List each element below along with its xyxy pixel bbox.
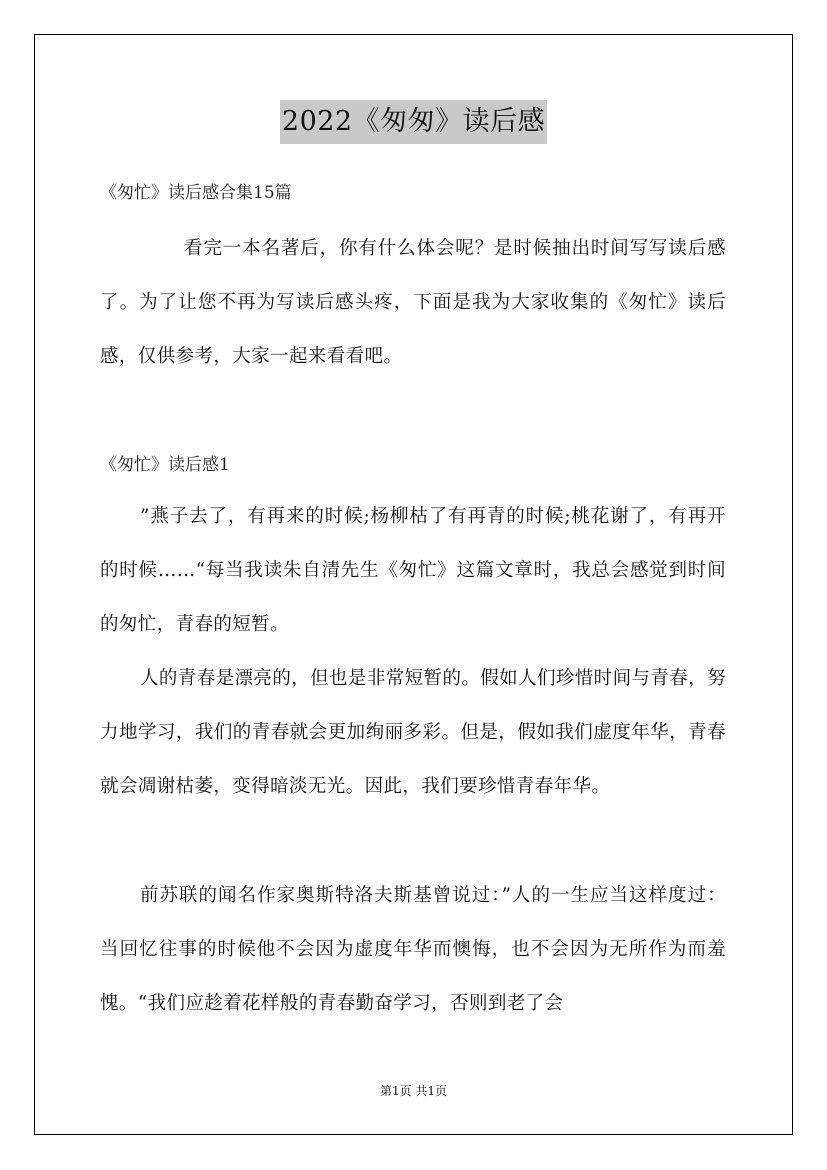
collection-heading: 《匆忙》读后感合集15篇 — [100, 183, 292, 203]
title-container — [0, 100, 827, 144]
intro-paragraph: 看完一本名著后，你有什么体会呢？是时候抽出时间写写读后感了。为了让您不再为写读后感头疼，下面是我为大家收集的《匆忙》读后感，仅供参考，大家一起来看看吧。 — [100, 238, 726, 367]
body-paragraph-3: 前苏联的闻名作家奥斯特洛夫斯基曾说过：”人的一生应当这样度过：当回忆往事的时候他不会因为虚度年华而懊悔，也不会因为无所作为而羞愧。“我们应趁着花样般的青春勤奋学习，否则到老了会 — [100, 885, 726, 1014]
page-number-label: 第1页 共1页 — [379, 1084, 448, 1098]
page-footer — [0, 1083, 827, 1099]
document-title: 2022《匆匆》读后感 — [280, 100, 547, 144]
body-paragraph-1: ”燕子去了，有再来的时候;杨柳枯了有再青的时候;桃花谢了，有再开的时候……“每当我读朱自清先生《匆忙》这篇文章时，我总会感觉到时间的匆忙，青春的短暂。 — [100, 506, 726, 635]
section-heading: 《匆忙》读后感1 — [100, 455, 230, 475]
body-paragraph-2: 人的青春是漂亮的，但也是非常短暂的。假如人们珍惜时间与青春，努力地学习，我们的青春就会更加绚丽多彩。但是，假如我们虚度年华，青春就会凋谢枯萎，变得暗淡无光。因此，我们要珍惜青春年华。 — [100, 668, 726, 797]
